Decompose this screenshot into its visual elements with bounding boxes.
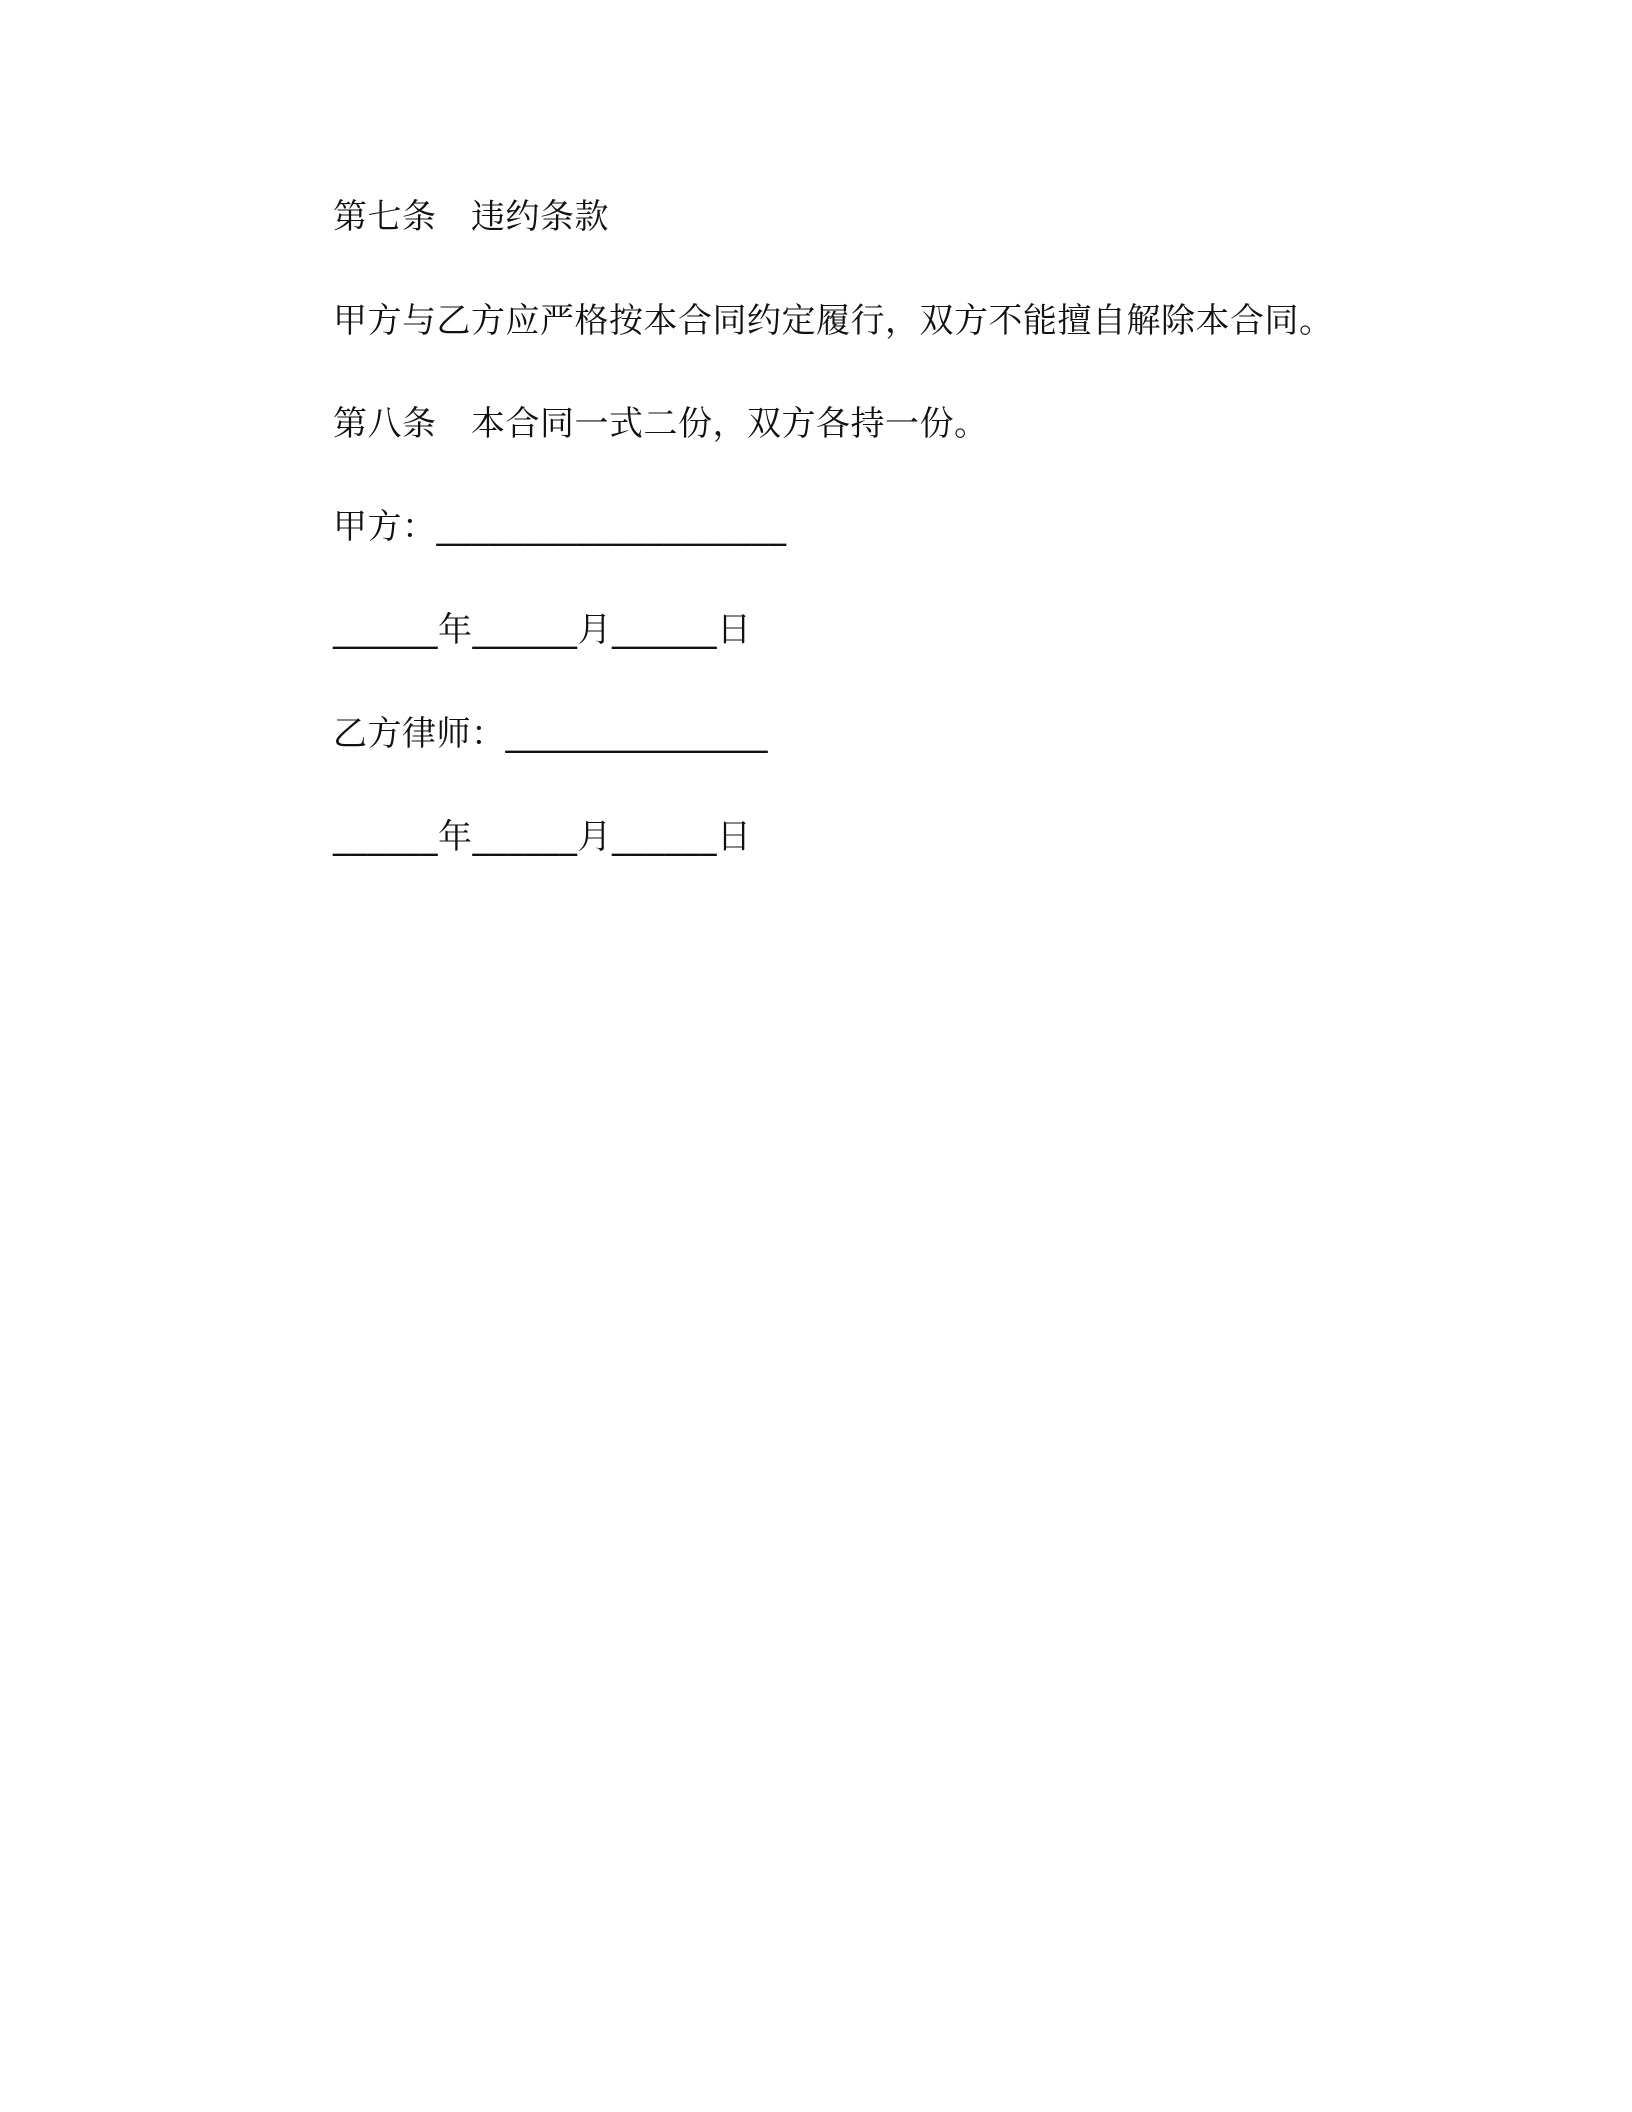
party-b-date-line: ______年______月______日: [333, 817, 752, 857]
party-b-lawyer-signature-line: 乙方律师：_______________: [333, 714, 768, 754]
article-8-text: 第八条 本合同一式二份，双方各持一份。: [333, 404, 989, 444]
party-a-date-line: ______年______月______日: [333, 610, 752, 650]
article-7-body: 甲方与乙方应严格按本合同约定履行，双方不能擅自解除本合同。: [333, 301, 1334, 341]
article-7-heading: 第七条 违约条款: [333, 197, 609, 237]
party-a-signature-line: 甲方：____________________: [333, 507, 787, 547]
